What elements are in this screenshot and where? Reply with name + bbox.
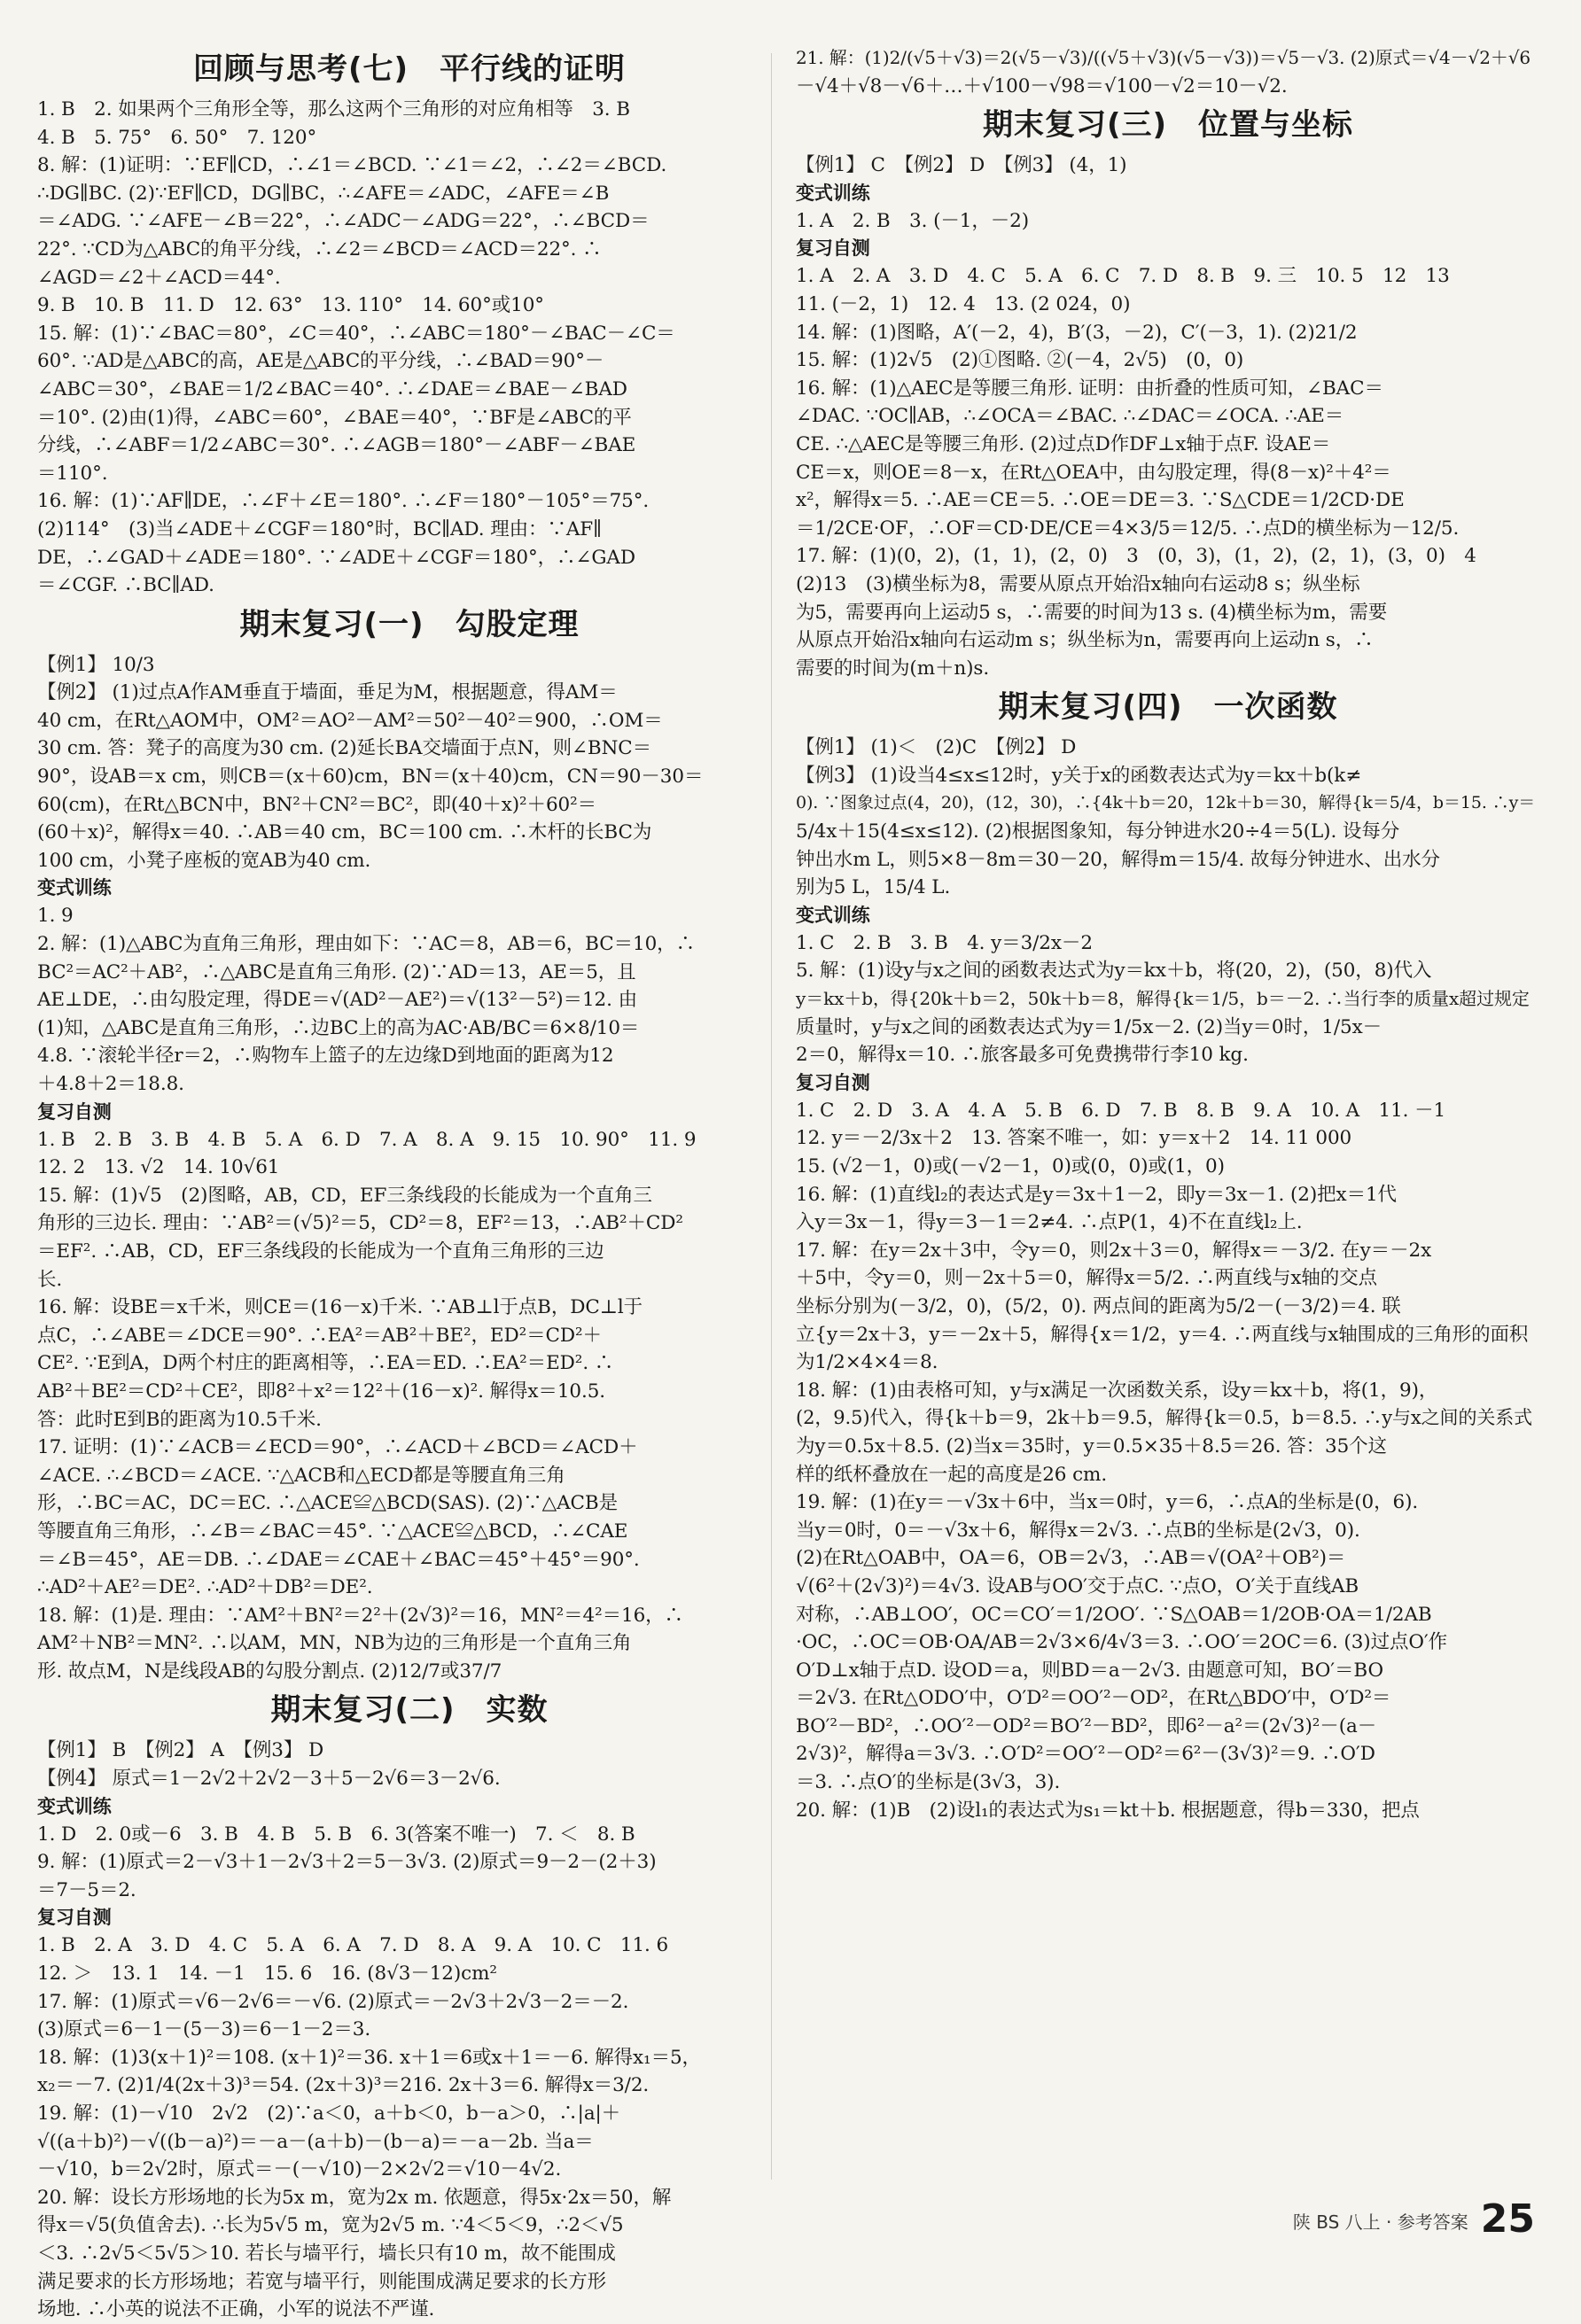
answer-line: 19. 解：(1)在y＝－√3x＋6中，当x＝0时，y＝6，∴点A的坐标是(0，6).	[796, 1491, 1419, 1514]
answer-line: 钟出水m L，则5×8－8m＝30－20，解得m＝15/4. 故每分钟进水、出水分	[796, 848, 1440, 871]
answer-line: 15. 解：(1)√5 (2)图略，AB，CD，EF三条线段的长能成为一个直角三	[37, 1184, 652, 1207]
answer-line: 1. A 2. B 3. (－1，－2)	[796, 209, 1030, 232]
answer-line: 17. 解：(1)(0，2)，(1，1)，(2，0) 3 (0，3)，(1，2)，(2，1)，(3，0) 4	[796, 545, 1476, 568]
page-number: 25	[1480, 2196, 1535, 2242]
answer-line: 18. 解：(1)是. 理由：∵AM²＋BN²＝2²＋(2√3)²＝16，MN²＝4²＝16，∴	[37, 1604, 683, 1627]
answer-line: ＝2√3. 在Rt△ODO′中，O′D²＝OO′²－OD²，在Rt△BDO′中，O′D²＝	[796, 1687, 1391, 1710]
section-title: 期末复习(二) 实数	[270, 1692, 549, 1729]
answer-line: 11. (－2，1) 12. 4 13. (2 024，0)	[796, 292, 1131, 315]
answer-line: ∠ABC＝30°，∠BAE＝1/2∠BAC＝40°. ∴∠DAE＝∠BAE－∠BAD	[37, 377, 627, 400]
answer-line: 需要的时间为(m＋n)s.	[796, 657, 990, 680]
answer-line: 样的纸杯叠放在一起的高度是26 cm.	[796, 1463, 1108, 1486]
answer-line: 8. 解：(1)证明：∵EF∥CD，∴∠1＝∠BCD. ∵∠1＝∠2，∴∠2＝∠BCD.	[37, 154, 667, 177]
answer-line: 22°. ∵CD为△ABC的角平分线，∴∠2＝∠BCD＝∠ACD＝22°. ∴	[37, 237, 602, 260]
answer-line: 17. 解：(1)原式＝√6－2√6＝－√6. (2)原式＝－2√3＋2√3－2＝－2.	[37, 1990, 629, 2013]
answer-line: y＝kx＋b，得{20k＋b＝2，50k＋b＝8，解得{k＝1/5，b＝－2. ∴当行李的质量x超过规定	[796, 988, 1530, 1010]
answer-line: 14. 解：(1)图略，A′(－2，4)，B′(3，－2)，C′(－3，1). (2)21/2	[796, 321, 1358, 344]
answer-line: 2√3)²，解得a＝3√3. ∴O′D²＝OO′²－OD²＝6²－(3√3)²＝9. ∴O′D	[796, 1743, 1375, 1766]
answer-line: 从原点开始沿x轴向右运动m s；纵坐标为n，需要再向上运动n s，∴	[796, 629, 1374, 652]
answer-line: 60°. ∵AD是△ABC的高，AE是△ABC的平分线，∴∠BAD＝90°－	[37, 350, 604, 373]
answer-line: x₂＝－7. (2)1/4(2x＋3)³＝54. (2x＋3)³＝216. 2x＋3＝6. 解得x＝3/2.	[37, 2074, 650, 2097]
answer-line: 16. 解：(1)△AEC是等腰三角形. 证明：由折叠的性质可知，∠BAC＝	[796, 377, 1383, 400]
answer-line: CE＝x，则OE＝8－x，在Rt△OEA中，由勾股定理，得(8－x)²＋4²＝	[796, 461, 1391, 484]
answer-line: 4. B 5. 75° 6. 50° 7. 120°	[37, 126, 317, 149]
answer-line: √(6²＋(2√3)²)＝4√3. 设AB与OO′交于点C. ∵点O，O′关于直线AB	[796, 1574, 1359, 1597]
answer-line: 16. 解：(1)直线l₂的表达式是y＝3x＋1－2，即y＝3x－1. (2)把x＝1代	[796, 1183, 1397, 1206]
answer-line: √((a＋b)²)－√((b－a)²)＝－a－(a＋b)－(b－a)＝－a－2b. 当a＝	[37, 2130, 594, 2153]
answer-line: 16. 解：设BE＝x千米，则CE＝(16－x)千米. ∵AB⊥l于点B，DC⊥l于	[37, 1296, 643, 1319]
page-footer	[1292, 2196, 1535, 2242]
answer-line: 18. 解：(1)由表格可知，y与x满足一次函数关系，设y＝kx＋b，将(1，9)，	[796, 1379, 1438, 1402]
answer-line: 1. C 2. B 3. B 4. y＝3/2x－2	[796, 931, 1093, 954]
answer-line: 12. 2 13. √2 14. 10√61	[37, 1156, 280, 1179]
answer-line: ＜3. ∴2√5＜5√5＞10. 若长与墙平行，墙长只有10 m，故不能围成	[37, 2242, 616, 2265]
answer-line: 【例1】 B 【例2】 A 【例3】 D	[37, 1739, 324, 1762]
answer-line: (2)在Rt△OAB中，OA＝6，OB＝2√3，∴AB＝√(OA²＋OB²)＝	[796, 1547, 1346, 1570]
answer-line: 16. 解：(1)∵AF∥DE，∴∠F＋∠E＝180°. ∴∠F＝180°－105°＝75°.	[37, 490, 650, 513]
answer-line: CE². ∵E到A，D两个村庄的距离相等，∴EA＝ED. ∴EA²＝ED². ∴	[37, 1352, 614, 1375]
answer-line: (2)114° (3)当∠ADE＋∠CGF＝180°时，BC∥AD. 理由：∵AF∥	[37, 517, 602, 540]
answer-line: 当y＝0时，0＝－√3x＋6，解得x＝2√3. ∴点B的坐标是(2√3，0).	[796, 1519, 1360, 1542]
answer-line: 20. 解：(1)B (2)设l₁的表达式为s₁＝kt＋b. 根据题意，得b＝330，把点	[796, 1799, 1420, 1822]
answer-line: 质量时，y与x之间的函数表达式为y＝1/5x－2. (2)当y＝0时，1/5x－	[796, 1015, 1382, 1038]
answer-line: －√10，b＝2√2时，原式＝－(－√10)－2×2√2＝√10－4√2.	[37, 2158, 562, 2181]
answer-line: ＝∠B＝45°，AE＝DB. ∴∠DAE＝∠CAE＋∠BAC＝45°＋45°＝90°.	[37, 1548, 640, 1571]
answer-line: (3)原式＝6－1－(5－3)＝6－1－2＝3.	[37, 2018, 371, 2041]
answer-line: 100 cm，小凳子座板的宽AB为40 cm.	[37, 849, 371, 872]
answer-line: 1. B 2. 如果两个三角形全等，那么这两个三角形的对应角相等 3. B	[37, 98, 630, 120]
answer-line: ∴DG∥BC. (2)∵EF∥CD，DG∥BC，∴∠AFE＝∠ADC，∠AFE＝∠B	[37, 182, 610, 205]
answer-line: 场地. ∴小英的说法不正确，小军的说法不严谨.	[37, 2298, 435, 2321]
answer-line: ∠ACE. ∴∠BCD＝∠ACE. ∵△ACB和△ECD都是等腰直角三角	[37, 1464, 565, 1487]
answer-line: 12. y＝－2/3x＋2 13. 答案不唯一，如：y＝x＋2 14. 11 000	[796, 1127, 1352, 1150]
answer-line: 为5，需要再向上运动5 s，∴需要的时间为13 s. (4)横坐标为m，需要	[796, 601, 1388, 624]
answer-line: ＋4.8＋2＝18.8.	[37, 1073, 184, 1095]
answer-line: 1. B 2. B 3. B 4. B 5. A 6. D 7. A 8. A 9. 15 10. 90° 11. 9	[37, 1128, 697, 1151]
answer-line: 【例1】 C 【例2】 D 【例3】 (4，1)	[796, 154, 1127, 177]
answer-line: CE. ∴△AEC是等腰三角形. (2)过点D作DF⊥x轴于点F. 设AE＝	[796, 432, 1331, 455]
answer-line: DE，∴∠GAD＋∠ADE＝180°. ∵∠ADE＋∠CGF＝180°，∴∠GAD	[37, 546, 635, 569]
answer-line: 别为5 L，15/4 L.	[796, 876, 951, 899]
answer-line: 5/4x＋15(4≤x≤12). (2)根据图象知，每分钟进水20÷4＝5(L). 设每分	[796, 820, 1400, 843]
answer-line: 答：此时E到B的距离为10.5千米.	[37, 1408, 322, 1431]
answer-line: 9. 解：(1)原式＝2－√3＋1－2√3＋2＝5－3√3. (2)原式＝9－2－(2＋3)	[37, 1851, 657, 1874]
answer-line: 30 cm. 答：凳子的高度为30 cm. (2)延长BA交墙面于点N，则∠BNC＝	[37, 737, 652, 760]
answer-line: O′D⊥x轴于点D. 设OD＝a，则BD＝a－2√3. 由题意可知，BO′＝BO	[796, 1659, 1384, 1682]
answer-line: 40 cm，在Rt△AOM中，OM²＝AO²－AM²＝50²－40²＝900，∴OM＝	[37, 709, 663, 732]
answer-line: (60＋x)²，解得x＝40. ∴AB＝40 cm，BC＝100 cm. ∴木杆的长BC为	[37, 821, 652, 844]
answer-line: 等腰直角三角形，∴∠B＝∠BAC＝45°. ∵△ACE≌△BCD，∴∠CAE	[37, 1520, 628, 1543]
answer-line: 形，∴BC＝AC，DC＝EC. ∴△ACE≌△BCD(SAS). (2)∵△ACB是	[37, 1492, 618, 1515]
answer-line: ∠DAC. ∵OC∥AB，∴∠OCA＝∠BAC. ∴∠DAC＝∠OCA. ∴AE＝	[796, 405, 1344, 428]
answer-line: －√4＋√8－√6＋…＋√100－√98＝√100－√2＝10－√2.	[796, 74, 1288, 97]
answer-line: 角形的三边长. 理由：∵AB²＝(√5)²＝5，CD²＝8，EF²＝13，∴AB²＋CD²	[37, 1212, 683, 1235]
answer-line: ∴AD²＋AE²＝DE². ∴AD²＋DB²＝DE².	[37, 1576, 373, 1599]
answer-line: ·OC，∴OC＝OB·OA/AB＝2√3×6/4√3＝3. ∴OO′＝2OC＝6. (3)过点O′作	[796, 1631, 1448, 1654]
answer-line: 12. ＞ 13. 1 14. －1 15. 6 16. (8√3－12)cm²	[37, 1963, 497, 1986]
answer-line: 18. 解：(1)3(x＋1)²＝108. (x＋1)²＝36. x＋1＝6或x＋1＝－6. 解得x₁＝5，	[37, 2046, 701, 2069]
answer-line: 17. 证明：(1)∵∠ACB＝∠ECD＝90°，∴∠ACD＋∠BCD＝∠ACD＋	[37, 1436, 638, 1459]
answer-line: ＝3. ∴点O′的坐标是(3√3，3).	[796, 1771, 1061, 1794]
section-title: 期末复习(四) 一次函数	[998, 689, 1338, 726]
answer-line: 90°，设AB＝x cm，则CB＝(x＋60)cm，BN＝(x＋40)cm，CN＝90－30＝	[37, 766, 704, 789]
answer-line: 17. 解：在y＝2x＋3中，令y＝0，则2x＋3＝0，解得x＝－3/2. 在y＝－2x	[796, 1239, 1432, 1262]
answer-line: ＝EF². ∴AB，CD，EF三条线段的长能成为一个直角三角形的三边	[37, 1240, 604, 1263]
answer-line: BC²＝AC²＋AB²，∴△ABC是直角三角形. (2)∵AD＝13，AE＝5，且	[37, 960, 636, 983]
right-column	[796, 44, 1540, 2206]
answer-line: 60(cm)，在Rt△BCN中，BN²＋CN²＝BC²，即(40＋x)²＋60²＝	[37, 793, 597, 816]
subsection-heading: 复习自测	[37, 1907, 112, 1929]
answer-line: 【例1】 (1)＜ (2)C 【例2】 D	[796, 736, 1077, 759]
section-title: 回顾与思考(七) 平行线的证明	[192, 51, 627, 87]
answer-line: (1)知，△ABC是直角三角形，∴边BC上的高为AC·AB/BC＝6×8/10＝	[37, 1016, 640, 1039]
answer-line: ＝7－5＝2.	[37, 1878, 136, 1901]
subsection-heading: 变式训练	[37, 1795, 112, 1817]
answer-line: 1. D 2. 0或－6 3. B 4. B 5. B 6. 3(答案不唯一) 7. ＜ 8. B	[37, 1823, 635, 1846]
answer-line: 21. 解：(1)2/(√5＋√3)＝2(√5－√3)/((√5＋√3)(√5－√3))＝√5－√3. (2)原式＝√4－√2＋√6	[796, 47, 1530, 68]
section-title: 期末复习(三) 位置与坐标	[982, 107, 1354, 144]
answer-line: 19. 解：(1)－√10 2√2 (2)∵a＜0，a＋b＜0，b－a＞0，∴|a|＋	[37, 2102, 621, 2125]
footer-label: 陕 BS 八上 · 参考答案	[1292, 2211, 1468, 2233]
answer-line: 15. (√2－1，0)或(－√2－1，0)或(0，0)或(1，0)	[796, 1155, 1225, 1178]
answer-line: 2＝0，解得x＝10. ∴旅客最多可免费携带行李10 kg.	[796, 1044, 1249, 1067]
answer-line: 1. 9	[37, 905, 74, 928]
answer-line: 为y＝0.5x＋8.5. (2)当x＝35时，y＝0.5×35＋8.5＝26. 答：35个这	[796, 1434, 1387, 1457]
answer-line: 形. 故点M，N是线段AB的勾股分割点. (2)12/7或37/7	[37, 1659, 502, 1683]
answer-line: 4.8. ∵滚轮半径r＝2，∴购物车上篮子的左边缘D到地面的距离为12	[37, 1045, 614, 1068]
answer-line: 【例1】 10/3	[37, 653, 155, 676]
answer-line: BO′²－BD²，∴OO′²－OD²＝BO′²－BD²，即6²－a²＝(2√3)²－(a－	[796, 1714, 1377, 1737]
answer-line: (2，9.5)代入，得{k＋b＝9，2k＋b＝9.5，解得{k＝0.5，b＝8.5. ∴y与x之间的关系式	[796, 1407, 1533, 1429]
answer-line: 20. 解：设长方形场地的长为5x m，宽为2x m. 依题意，得5x·2x＝50，解	[37, 2186, 672, 2209]
answer-line: 坐标分别为(－3/2，0)，(5/2，0). 两点间的距离为5/2－(－3/2)＝4. 联	[796, 1294, 1401, 1317]
column-divider	[771, 53, 772, 2180]
subsection-heading: 变式训练	[796, 182, 870, 204]
answer-line: 5. 解：(1)设y与x之间的函数表达式为y＝kx＋b，将(20，2)，(50，8)代入	[796, 960, 1432, 983]
subsection-heading: 复习自测	[37, 1100, 112, 1123]
answer-line: 点C，∴∠ABE＝∠DCE＝90°. ∴EA²＝AB²＋BE²，ED²＝CD²＋	[37, 1324, 602, 1347]
answer-line: 【例4】 原式＝1－2√2＋2√2－3＋5－2√6＝3－2√6.	[37, 1768, 501, 1791]
answer-line: ＋5中，令y＝0，则－2x＋5＝0，解得x＝5/2. ∴两直线与x轴的交点	[796, 1267, 1377, 1290]
answer-line: AB²＋BE²＝CD²＋CE²，即8²＋x²＝12²＋(16－x)². 解得x＝10.5.	[37, 1380, 606, 1403]
answer-line: 入y＝3x－1，得y＝3－1＝2≠4. ∴点P(1，4)不在直线l₂上.	[796, 1211, 1303, 1234]
answer-line: AM²＋NB²＝MN². ∴以AM，MN，NB为边的三角形是一个直角三角	[37, 1632, 632, 1655]
answer-line: ＝∠CGF. ∴BC∥AD.	[37, 574, 214, 597]
answer-line: 为1/2×4×4＝8.	[796, 1351, 938, 1374]
subsection-heading: 复习自测	[796, 1071, 870, 1093]
answer-line: (2)13 (3)横坐标为8，需要从原点开始沿x轴向右运动8 s；纵坐标	[796, 572, 1360, 595]
section-title: 期末复习(一) 勾股定理	[239, 606, 580, 642]
answer-line: x²，解得x＝5. ∴AE＝CE＝5. ∴OE＝DE＝3. ∵S△CDE＝1/2CD·DE	[796, 489, 1405, 512]
answer-line: ＝1/2CE·OF，∴OF＝CD·DE/CE＝4×3/5＝12/5. ∴点D的横坐标为－12/5.	[796, 517, 1460, 540]
answer-line: 得x＝√5(负值舍去). ∴长为5√5 m，宽为2√5 m. ∵4＜5＜9，∴2＜√5	[37, 2214, 624, 2237]
answer-line: ＝110°.	[37, 462, 108, 485]
subsection-heading: 变式训练	[796, 904, 870, 926]
answer-line: 1. A 2. A 3. D 4. C 5. A 6. C 7. D 8. B 9. 三 10. 5 12 13	[796, 265, 1450, 288]
answer-line: ＝10°. (2)由(1)得，∠ABC＝60°，∠BAE＝40°，∵BF是∠ABC的平	[37, 406, 632, 429]
answer-line: 15. 解：(1)2√5 (2)①图略. ②(－4，2√5) (0，0)	[796, 349, 1244, 372]
answer-line: 【例3】 (1)设当4≤x≤12时，y关于x的函数表达式为y＝kx＋b(k≠	[796, 764, 1362, 787]
answer-line: 1. B 2. A 3. D 4. C 5. A 6. A 7. D 8. A 9. A 10. C 11. 6	[37, 1934, 669, 1957]
left-column	[37, 44, 782, 2321]
answer-line: 对称，∴AB⊥OO′，OC＝CO′＝1/2OO′. ∵S△OAB＝1/2OB·OA＝1/2AB	[796, 1603, 1432, 1626]
subsection-heading: 变式训练	[37, 877, 112, 899]
answer-line: 0). ∵图象过点(4，20)，(12，30)，∴{4k＋b＝20，12k＋b＝30，解得{k＝5/4，b＝15. ∴y＝	[796, 793, 1536, 813]
answer-line: 9. B 10. B 11. D 12. 63° 13. 110° 14. 60°或10°	[37, 294, 544, 317]
answer-line: ∠AGD＝∠2＋∠ACD＝44°.	[37, 266, 281, 289]
answer-line: 15. 解：(1)∵∠BAC＝80°，∠C＝40°，∴∠ABC＝180°－∠BAC－∠C＝	[37, 322, 675, 345]
answer-line: 1. C 2. D 3. A 4. A 5. B 6. D 7. B 8. B 9. A 10. A 11. －1	[796, 1099, 1446, 1122]
answer-line: 满足要求的长方形场地；若宽与墙平行，则能围成满足要求的长方形	[37, 2270, 607, 2293]
answer-line: 长.	[37, 1268, 63, 1291]
subsection-heading: 复习自测	[796, 237, 870, 260]
answer-line: 【例2】 (1)过点A作AM垂直于墙面，垂足为M，根据题意，得AM＝	[37, 681, 618, 704]
answer-line: 立{y＝2x＋3，y＝－2x＋5，解得{x＝1/2，y＝4. ∴两直线与x轴围成的三角形的面积	[796, 1323, 1529, 1346]
answer-line: 分线，∴∠ABF＝1/2∠ABC＝30°. ∴∠AGB＝180°－∠ABF－∠BAE	[37, 434, 636, 457]
answer-line: AE⊥DE，∴由勾股定理，得DE＝√(AD²－AE²)＝√(13²－5²)＝12. 由	[37, 989, 637, 1012]
answer-line: ＝∠ADG. ∵∠AFE－∠B＝22°，∴∠ADC－∠ADG＝22°，∴∠BCD＝	[37, 210, 650, 233]
answer-line: 2. 解：(1)△ABC为直角三角形，理由如下：∵AC＝8，AB＝6，BC＝10，∴	[37, 933, 695, 956]
